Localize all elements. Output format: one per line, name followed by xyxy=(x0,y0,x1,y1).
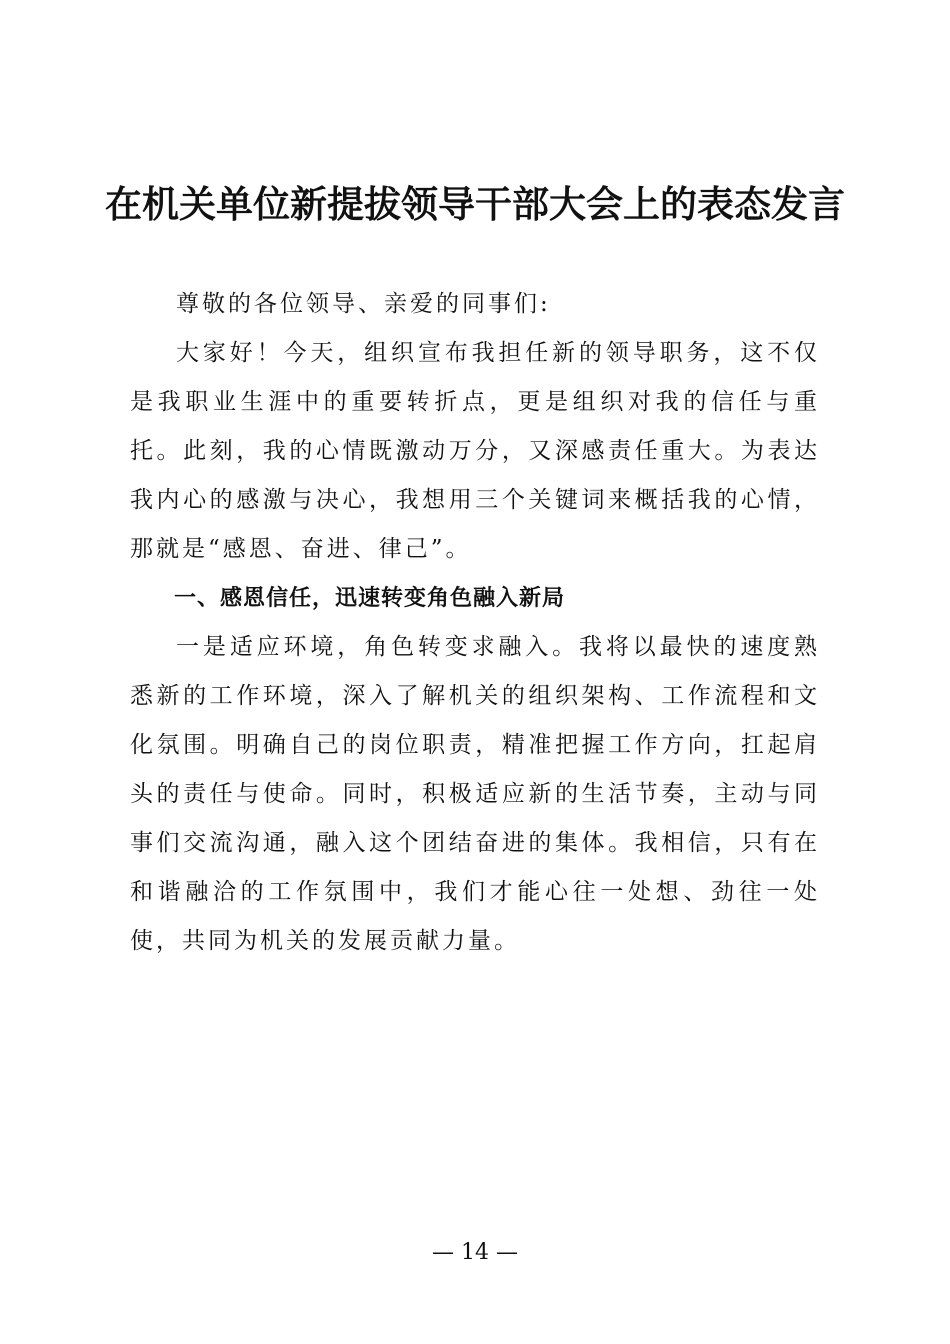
section-heading: 一、感恩信任，迅速转变角色融入新局 xyxy=(174,586,566,611)
paragraph-adapt-environment: 一是适应环境，角色转变求融入。我将以最快的速度熟悉新的工作环境，深入了解机关的组织架构、工作流程和文化氛围。明确自己的岗位职责，精准把握工作方向，扛起肩头的责任与使命。同时，积极适应新的生活节奏，主动与同事们交流沟通，融入这个团结奋进的集体。我相信，只有在和谐融洽的工作氛围中，我们才能心往一处想、劲往一处使，共同为机关的发展贡献力量。 xyxy=(130,634,820,954)
document-title: 在机关单位新提拔领导干部大会上的表态发言 xyxy=(105,182,845,226)
salutation: 尊敬的各位领导、亲爱的同事们: xyxy=(176,291,551,317)
document-body xyxy=(130,280,820,966)
page-number: — 14 — xyxy=(432,1240,518,1265)
paragraph-opening: 大家好！今天，组织宣布我担任新的领导职务，这不仅是我职业生涯中的重要转折点，更是组织对我的信任与重托。此刻，我的心情既激动万分，又深感责任重大。为表达我内心的感激与决心，我想用三个关键词来概括我的心情，那就是“感恩、奋进、律己”。 xyxy=(130,340,820,562)
